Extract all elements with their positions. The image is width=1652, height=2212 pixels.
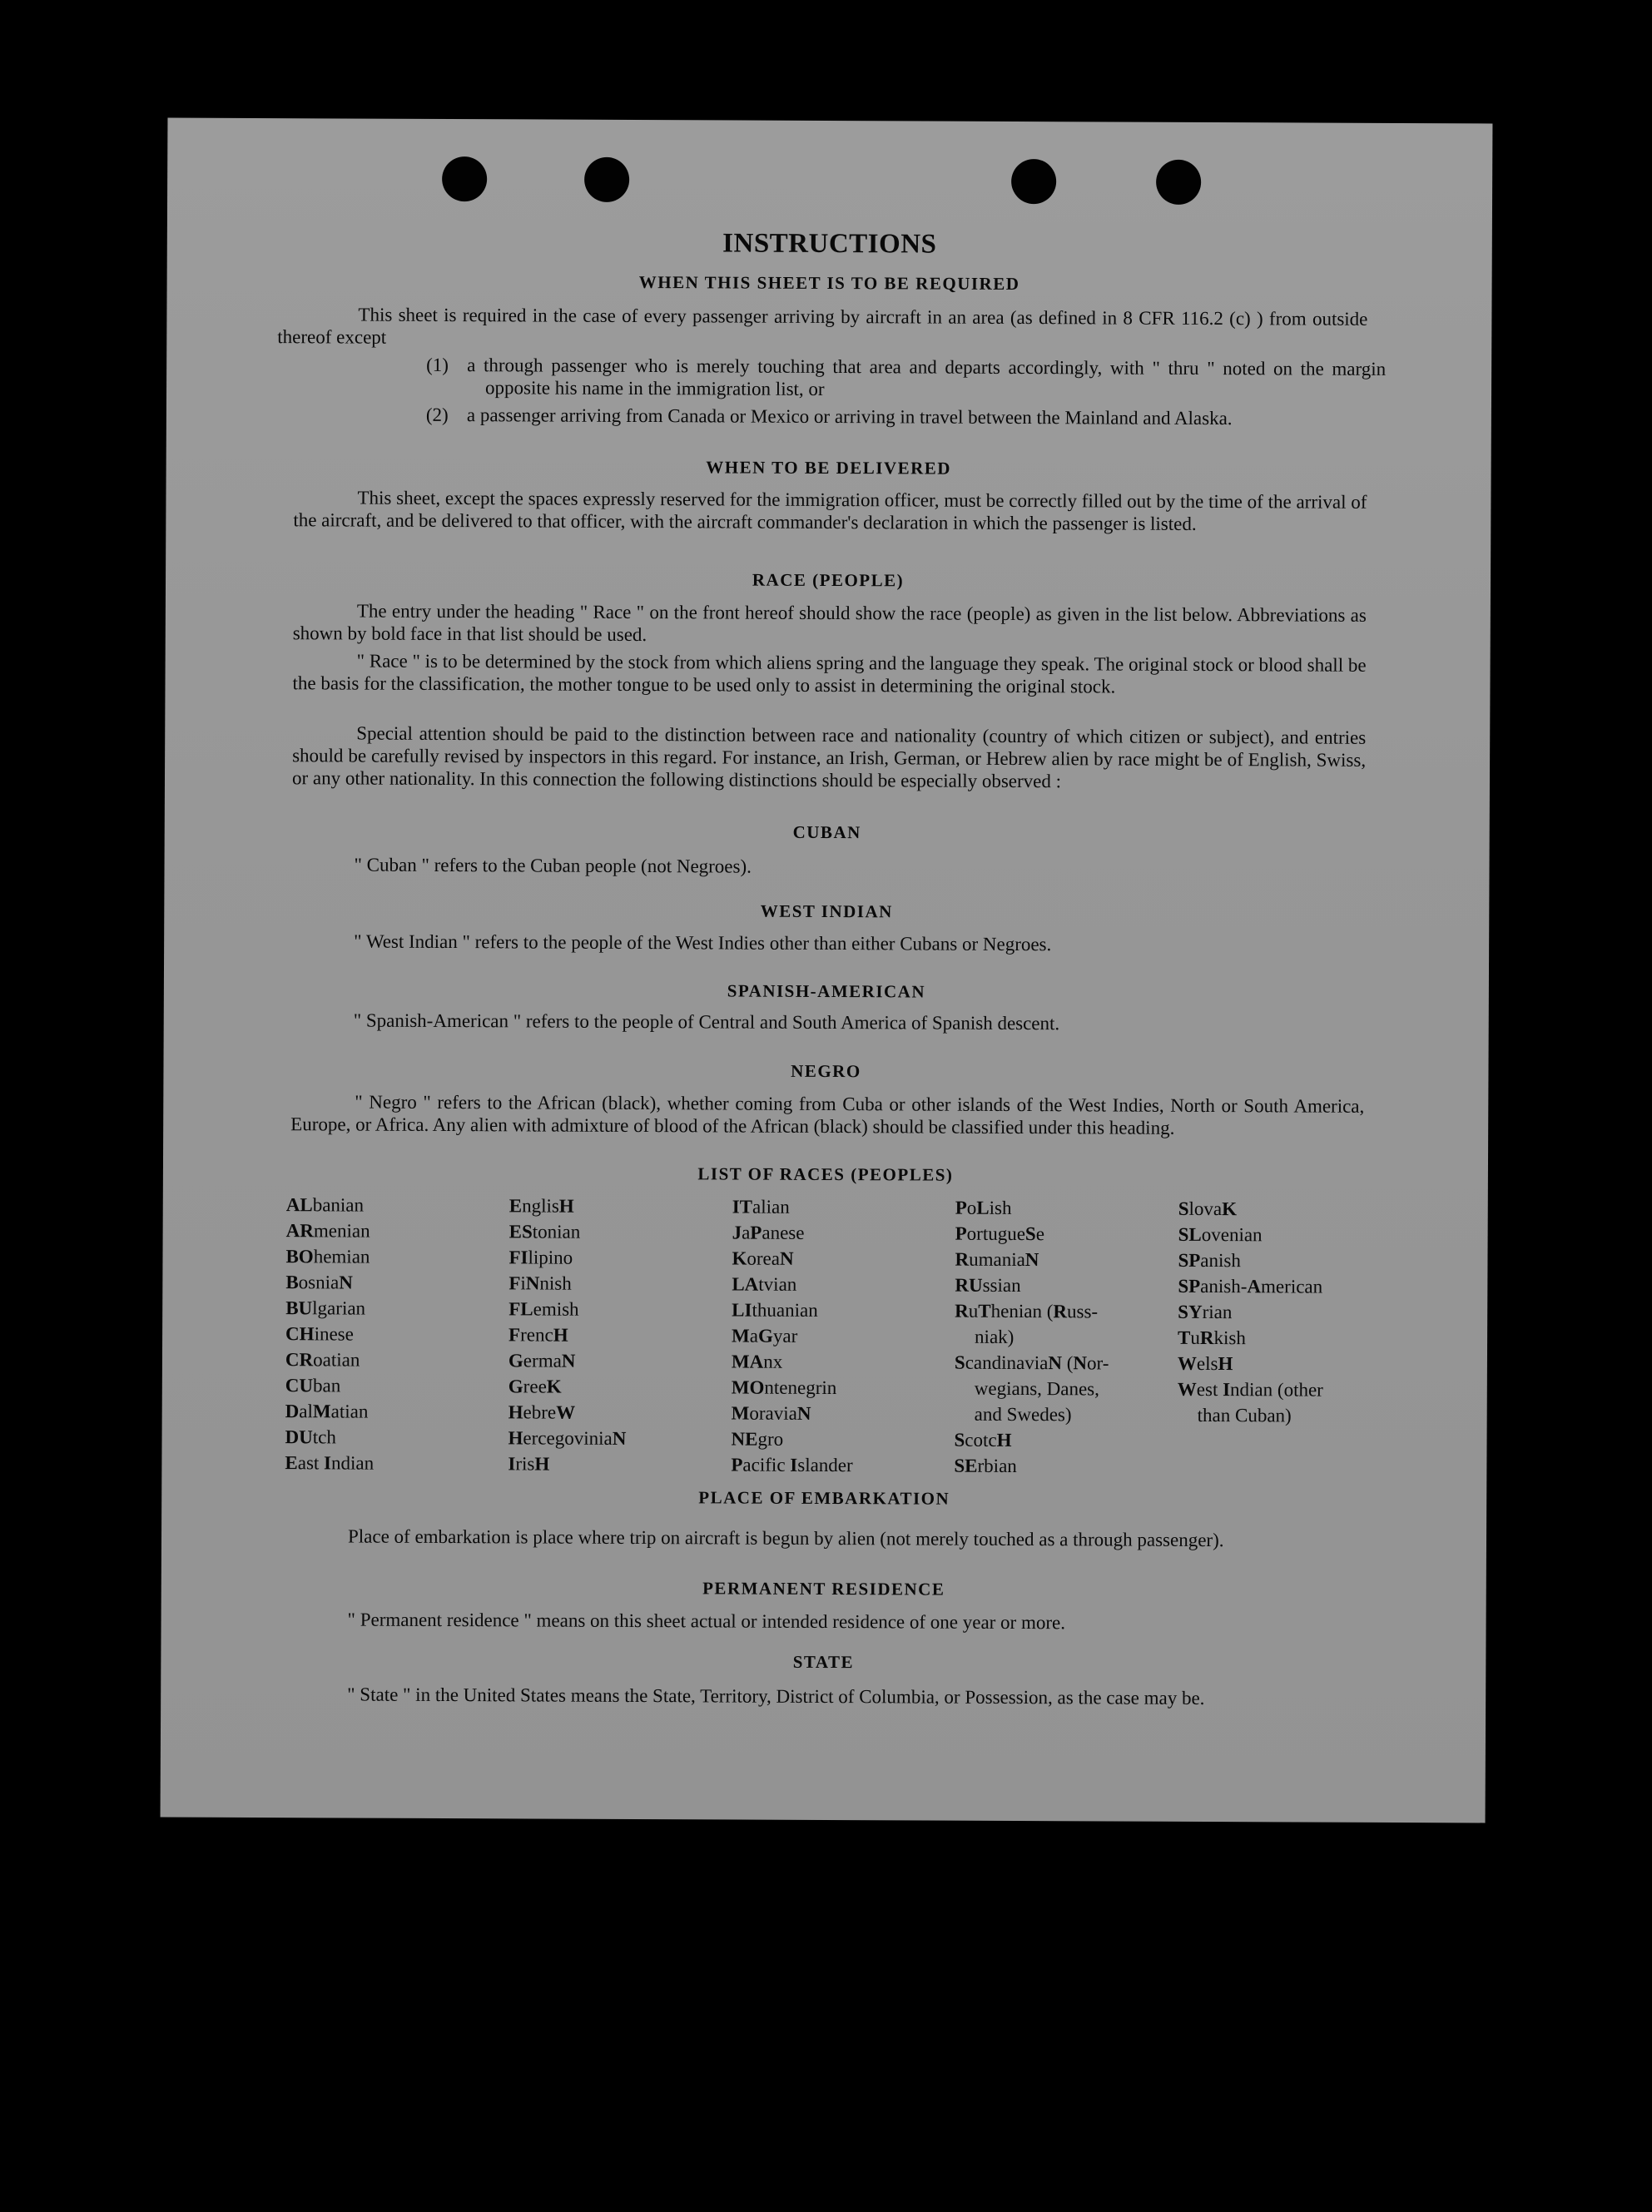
race-paragraph-1: The entry under the heading " Race " on the front hereof should show the race (people) as given in the list below. Abbreviations as shown by bold face in that list should be used. [292, 600, 1367, 646]
race-entry: EStonian [508, 1221, 581, 1242]
race-entry: CUban [285, 1375, 341, 1396]
section-heading-negro: NEGRO [791, 1060, 861, 1082]
race-entry: East Indian [285, 1452, 375, 1474]
race-entry: MAnx [731, 1351, 783, 1372]
race-entry: ALbanian [285, 1194, 365, 1216]
item-2-text: a passenger arriving from Canada or Mexico or arriving in travel between the Mainland and Alaska. [466, 404, 1233, 429]
race-entry: ARmenian [285, 1220, 370, 1242]
section-heading-required: WHEN THIS SHEET IS TO BE REQUIRED [638, 272, 1020, 295]
punch-hole [1011, 159, 1056, 204]
race-entry: FIlipino [508, 1247, 573, 1268]
permanent-residence-text: " Permanent residence " means on this sheet actual or intended residence of one year or more. [347, 1609, 1066, 1634]
race-entry: KoreaN [732, 1247, 794, 1269]
race-entry: JaPanese [732, 1222, 805, 1243]
race-entry: SLovenian [1178, 1223, 1263, 1246]
race-entry: IrisH [508, 1453, 550, 1475]
spanish-american-text: " Spanish-American " refers to the people of Central and South America of Spanish descent. [353, 1009, 1060, 1034]
race-entry: PortugueSe [955, 1223, 1045, 1245]
race-column-1 [285, 1192, 375, 1475]
race-entry: CHinese [285, 1323, 354, 1345]
race-column-5 [1178, 1196, 1324, 1429]
race-entry: ScandinaviaN (Nor- [954, 1352, 1109, 1374]
race-entry: HebreW [508, 1401, 576, 1423]
race-column-3 [731, 1194, 854, 1479]
race-entry: DUtch [285, 1426, 336, 1448]
race-entry: MOntenegrin [731, 1376, 837, 1399]
race-entry: SYrian [1178, 1301, 1233, 1323]
race-entry: PoLish [955, 1197, 1012, 1218]
race-entry: FLemish [508, 1298, 579, 1320]
race-paragraph-3: Special attention should be paid to the distinction between race and nationality (country of which citizen or subject), and entries should be carefully revised by inspectors in this regard. For instance, an Irish, German, or Hebrew alien by race might be of English, Swiss, or any other nationality. In this connection the following distinctions should be especially observed : [291, 722, 1367, 792]
race-entry: WelsH [1177, 1352, 1233, 1375]
punch-hole [584, 157, 629, 202]
negro-text: " Negro " refers to the African (black), whether coming from Cuba or other islands of the West Indies, North or South America, Europe, or Africa. Any alien with admixture of blood of the African (black) should be classified under this heading. [290, 1091, 1365, 1138]
race-entry: niak) [975, 1326, 1015, 1347]
race-entry: GermaN [508, 1350, 576, 1371]
race-entry: DalMatian [285, 1401, 369, 1422]
section-heading-west-indian: WEST INDIAN [760, 900, 893, 922]
page-title: INSTRUCTIONS [722, 228, 937, 260]
race-entry: TuRkish [1178, 1327, 1246, 1349]
section-heading-spanish-american: SPANISH-AMERICAN [727, 980, 926, 1002]
punch-hole [442, 156, 487, 201]
race-entry: SErbian [954, 1455, 1017, 1477]
race-entry: SPanish [1178, 1249, 1241, 1272]
race-entry: NEgro [731, 1428, 784, 1450]
state-text: " State " in the United States means the State, Territory, District of Columbia, or Possession, as the case may be. [347, 1684, 1205, 1709]
west-indian-text: " West Indian " refers to the people of the West Indies other than either Cubans or Negroes. [354, 930, 1052, 955]
race-entry: FiNnish [508, 1272, 572, 1294]
instruction-sheet [161, 118, 1493, 1823]
race-entry: HercegoviniaN [508, 1427, 627, 1449]
race-entry: Pacific Islander [731, 1454, 853, 1476]
race-entry: SPanish-American [1178, 1275, 1323, 1297]
race-column-2 [508, 1193, 627, 1477]
race-entry: CRoatian [285, 1349, 360, 1371]
race-entry: than Cuban) [1197, 1404, 1292, 1426]
race-entry: LAtvian [732, 1273, 797, 1295]
race-entry: MoraviaN [731, 1402, 811, 1424]
race-entry: FrencH [508, 1324, 568, 1346]
section-heading-race: RACE (PEOPLE) [752, 569, 905, 591]
required-intro: This sheet is required in the case of every passenger arriving by aircraft in an area (as defined in 8 CFR 116.2 (c) ) from outside thereof except [277, 304, 1368, 348]
race-entry: LIthuanian [732, 1299, 818, 1321]
race-entry: and Swedes) [974, 1403, 1072, 1426]
embarkation-text: Place of embarkation is place where trip on aircraft is begun by alien (not merely touched as a through passenger). [347, 1525, 1224, 1551]
item-2-number: (2) [425, 404, 449, 426]
section-heading-embarkation: PLACE OF EMBARKATION [698, 1487, 950, 1509]
race-entry: EnglisH [508, 1195, 574, 1217]
cuban-text: " Cuban " refers to the Cuban people (not Negroes). [354, 854, 752, 877]
race-entry: SlovaK [1178, 1198, 1238, 1220]
race-entry: MaGyar [732, 1325, 798, 1347]
race-entry: RumaniaN [955, 1248, 1039, 1271]
race-entry: BosniaN [285, 1272, 353, 1293]
race-entry: BOhemian [285, 1246, 370, 1267]
race-entry: BUlgarian [285, 1297, 366, 1319]
race-paragraph-2: " Race " is to be determined by the stock from which aliens spring and the language they speak. The original stock or blood shall be the basis for the classification, the mother tongue to be used only to assist in determining the original stock. [292, 650, 1367, 697]
race-entry: RUssian [955, 1274, 1021, 1297]
section-heading-permanent-residence: PERMANENT RESIDENCE [702, 1578, 945, 1599]
item-1-number: (1) [426, 354, 449, 376]
item-1-text: a through passenger who is merely touching that area and departs accordingly, with " thru " noted on the margin opposite his name in the immigration list, or [467, 355, 1387, 399]
race-entry: ScotcH [954, 1429, 1012, 1451]
delivered-text: This sheet, except the spaces expressly reserved for the immigration officer, must be correctly filled out by the time of the arrival of the aircraft, and be delivered to that officer, with the aircraft commander's declaration in which the passenger is listed. [293, 487, 1367, 534]
punch-hole [1156, 160, 1201, 205]
race-entry: RuThenian (Russ- [955, 1300, 1099, 1322]
race-list [285, 1192, 1484, 1477]
section-heading-list-of-races: LIST OF RACES (PEOPLES) [697, 1163, 954, 1185]
race-entry: GreeK [508, 1376, 562, 1397]
section-heading-delivered: WHEN TO BE DELIVERED [706, 457, 952, 479]
race-entry: West Indian (other [1177, 1378, 1323, 1401]
race-entry: ITalian [732, 1196, 790, 1218]
section-heading-state: STATE [792, 1651, 855, 1673]
race-column-4 [954, 1195, 1109, 1480]
section-heading-cuban: CUBAN [792, 821, 861, 843]
race-entry: wegians, Danes, [974, 1377, 1099, 1400]
